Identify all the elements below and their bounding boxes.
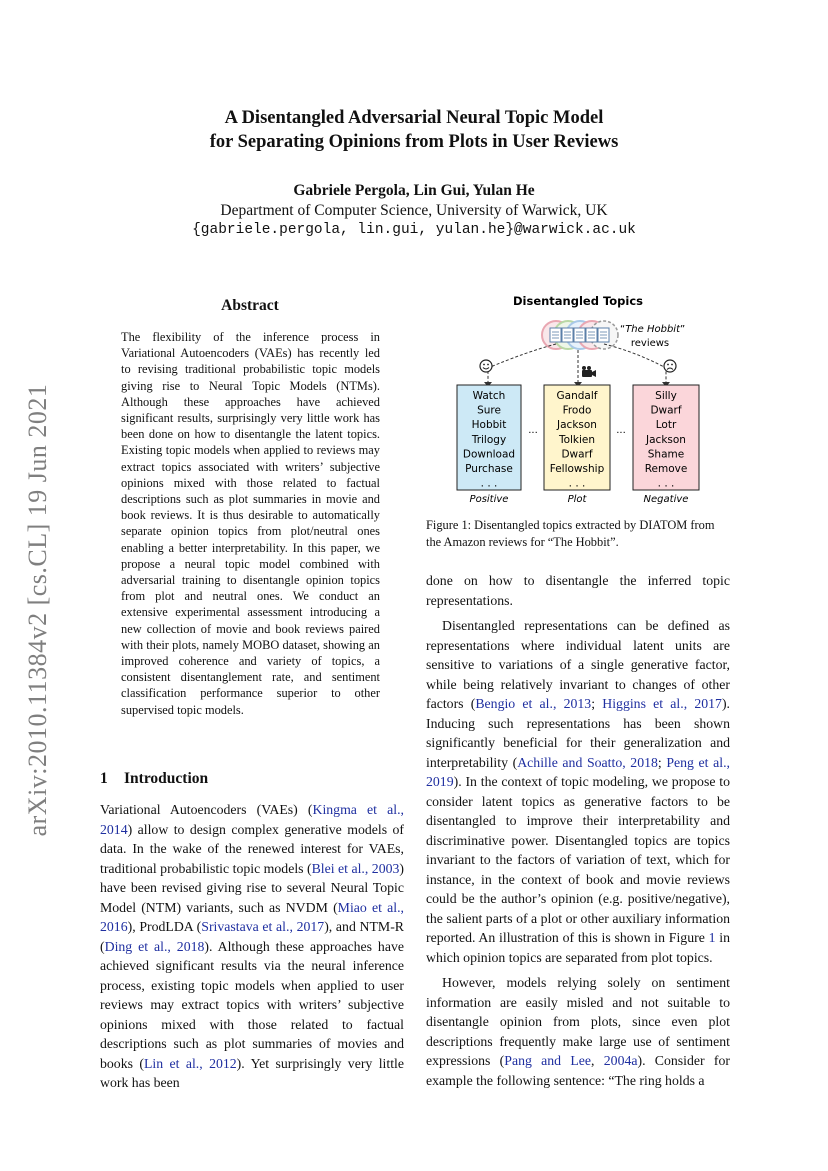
paragraph (426, 973, 730, 1090)
topic-word: Sure (477, 404, 501, 417)
topic-word: Dwarf (650, 404, 682, 417)
body-text: However, models relying solely on sentiment information are easily misled and not suitable to disentangle opinion from plots, since even plot descriptions frequently make large use of sentiment expressions ( (426, 975, 730, 1068)
topic-word: Trilogy (471, 433, 507, 446)
citation-link[interactable]: Ding et al., 2018 (104, 938, 205, 954)
body-text: ; (591, 696, 603, 711)
body-text: in which opinion topics are separated from plot topics. (426, 930, 730, 965)
citation-link[interactable]: Peng et al., 2019 (426, 754, 730, 789)
intro-text: ), ProdLDA ( (127, 919, 202, 934)
right-column (426, 571, 730, 1090)
between-dots: ··· (616, 428, 626, 439)
topic-word: . . . (480, 477, 498, 490)
authors: Gabriele Pergola, Lin Gui, Yulan He (293, 182, 535, 199)
plot-label: Plot (567, 494, 587, 505)
body-text: Disentangled representations can be defined as representations where individual latent units are sensitive to variations of a single generative factor, while being relatively invariant to changes of other factors ( (426, 618, 730, 711)
citation-link[interactable]: Higgins et al., 2017 (602, 696, 722, 711)
connector-lines (488, 344, 666, 384)
intro-text: ), and NTM-R ( (100, 919, 404, 954)
intro-text: ). Although these approaches have achieved significant results via the neural inference process, existing topic models when applied to user reviews may extract topics with writers’ subjective opinions mixed with those related to factual descriptions such as plot summaries of movies and books ( (100, 938, 404, 1071)
section-heading (100, 770, 208, 788)
affiliation: Department of Computer Science, University of Warwick, UK (220, 202, 608, 219)
citation-link[interactable]: Pang and Lee (504, 1053, 592, 1068)
body-text: ). Consider for example the following sentence: “The ring holds a (426, 1053, 730, 1088)
section-number: 1 (100, 770, 108, 787)
paper-title-line2: for Separating Opinions from Plots in User Reviews (209, 132, 619, 152)
intro-text: ) have been revised giving rise to several Neural Topic Model (NTM) variants, such as NVDM ( (100, 860, 405, 915)
doc-label-line2: reviews (630, 338, 670, 349)
body-text: ). Inducing such representations has been shown significantly beneficial for their generalization and interpretability ( (426, 696, 730, 770)
positive-label: Positive (469, 494, 509, 505)
intro-paragraph (100, 800, 404, 1093)
topic-word: Shame (647, 448, 685, 461)
between-dots: ··· (528, 428, 538, 439)
figure-title: Disentangled Topics (512, 294, 644, 308)
topic-word: Silly (655, 390, 677, 402)
citation-link[interactable]: Lin et al., 2012 (143, 1055, 237, 1071)
topic-word: Lotr (655, 419, 677, 432)
figure-1 (426, 290, 730, 510)
doc-label: “The Hobbit” (620, 324, 686, 335)
figure-caption: Figure 1: Disentangled topics extracted by DIATOM from the Amazon reviews for “The Hobbit”. (426, 518, 715, 549)
topic-word: Frodo (562, 404, 592, 417)
negative-label: Negative (643, 494, 689, 505)
abstract-text: The flexibility of the inference process in Variational Autoencoders (VAEs) has recently led to revising traditional probabilistic topic models giving rise to Neural Topic Models (NTMs). Although these approaches have achieved significant results, surprisingly very little work has been done on how to disentangle the latent topics. Existing topic models when applied to reviews may extract topics associated with writers’ subjective opinions mixed with those related to factual descriptions such as plot summaries in movie and book reviews. It is thus desirable to automatically separate opinion topics from plot/neutral ones enabling a better interpretability. In this paper, we propose a neural topic model combined with adversarial training to disentangle opinion topics from plot and neutral ones. We conduct an extensive experimental assessment introducing a new collection of movie and book reviews paired with their plots, namely MOBO dataset, showing an improved coherence and variety of topics, a consistent disentanglement rate, and sentiment classification performance superior to other supervised topic models. (121, 330, 380, 717)
body-text: ). In the context of topic modeling, we propose to consider latent topics as generative factors to be disentangled to improve their interpretability and discriminative power. Disentangled topics are topics invariant to the factors of variation of text, which for instance, in the context of book and movie reviews could be the author’s opinion (e.g. positive/negative), the salient parts of a plot or other auxiliary information reported. An illustration of this is shown in Figure (426, 774, 730, 945)
topic-word: . . . (657, 477, 675, 490)
citation-link[interactable]: Achille and Soatto, 2018 (517, 754, 658, 770)
citation-link[interactable]: Srivastava et al., 2017 (201, 919, 325, 934)
negative-words (645, 390, 688, 490)
topic-word: Jackson (646, 433, 686, 446)
topic-word: Jackson (557, 419, 597, 432)
topic-word: Remove (644, 463, 688, 475)
paragraph: done on how to disentangle the inferred topic representations. (426, 573, 730, 608)
abstract-heading: Abstract (221, 297, 279, 314)
topic-word: Download (462, 448, 516, 461)
intro-text: Variational Autoencoders (VAEs) ( (100, 802, 313, 817)
topic-word: Tolkien (558, 433, 596, 446)
figure-ref-link[interactable]: 1 (708, 930, 716, 945)
citation-link[interactable]: 2004a (603, 1053, 638, 1068)
citation-link[interactable]: Bengio et al., 2013 (475, 696, 592, 711)
arxiv-stamp (18, 370, 58, 850)
topic-word: . . . (568, 477, 586, 490)
citation-link[interactable]: Blei et al., 2003 (311, 860, 400, 876)
body-text: , (591, 1053, 604, 1068)
topic-word: Hobbit (471, 419, 507, 432)
topic-word: Gandalf (556, 390, 598, 402)
arxiv-id: arXiv:2010.11384v2 [cs.CL] 19 Jun 2021 (23, 383, 52, 837)
citation-link[interactable]: Miao et al., 2016 (100, 899, 404, 934)
paper-title-line1: A Disentangled Adversarial Neural Topic Model (224, 108, 604, 128)
topic-word: Purchase (465, 463, 513, 475)
smiley-icon (480, 360, 492, 372)
intro-text: ). Yet surprisingly very little work has been (100, 1055, 404, 1090)
body-text: ; (657, 754, 667, 770)
camera-icon (582, 366, 596, 377)
paragraph (426, 616, 730, 967)
citation-link[interactable]: Kingma et al., 2014 (100, 802, 404, 837)
section-title: Introduction (124, 770, 209, 787)
intro-text: ) allow to design complex generative models of data. In the wake of the renewed interest for VAEs, traditional probabilistic topic models ( (100, 821, 404, 876)
frown-icon (664, 360, 676, 372)
email: {gabriele.pergola, lin.gui, yulan.he}@warwick.ac.uk (192, 222, 636, 238)
topic-word: Fellowship (549, 463, 605, 475)
topic-word: Dwarf (561, 448, 593, 461)
topic-word: Watch (472, 390, 506, 402)
